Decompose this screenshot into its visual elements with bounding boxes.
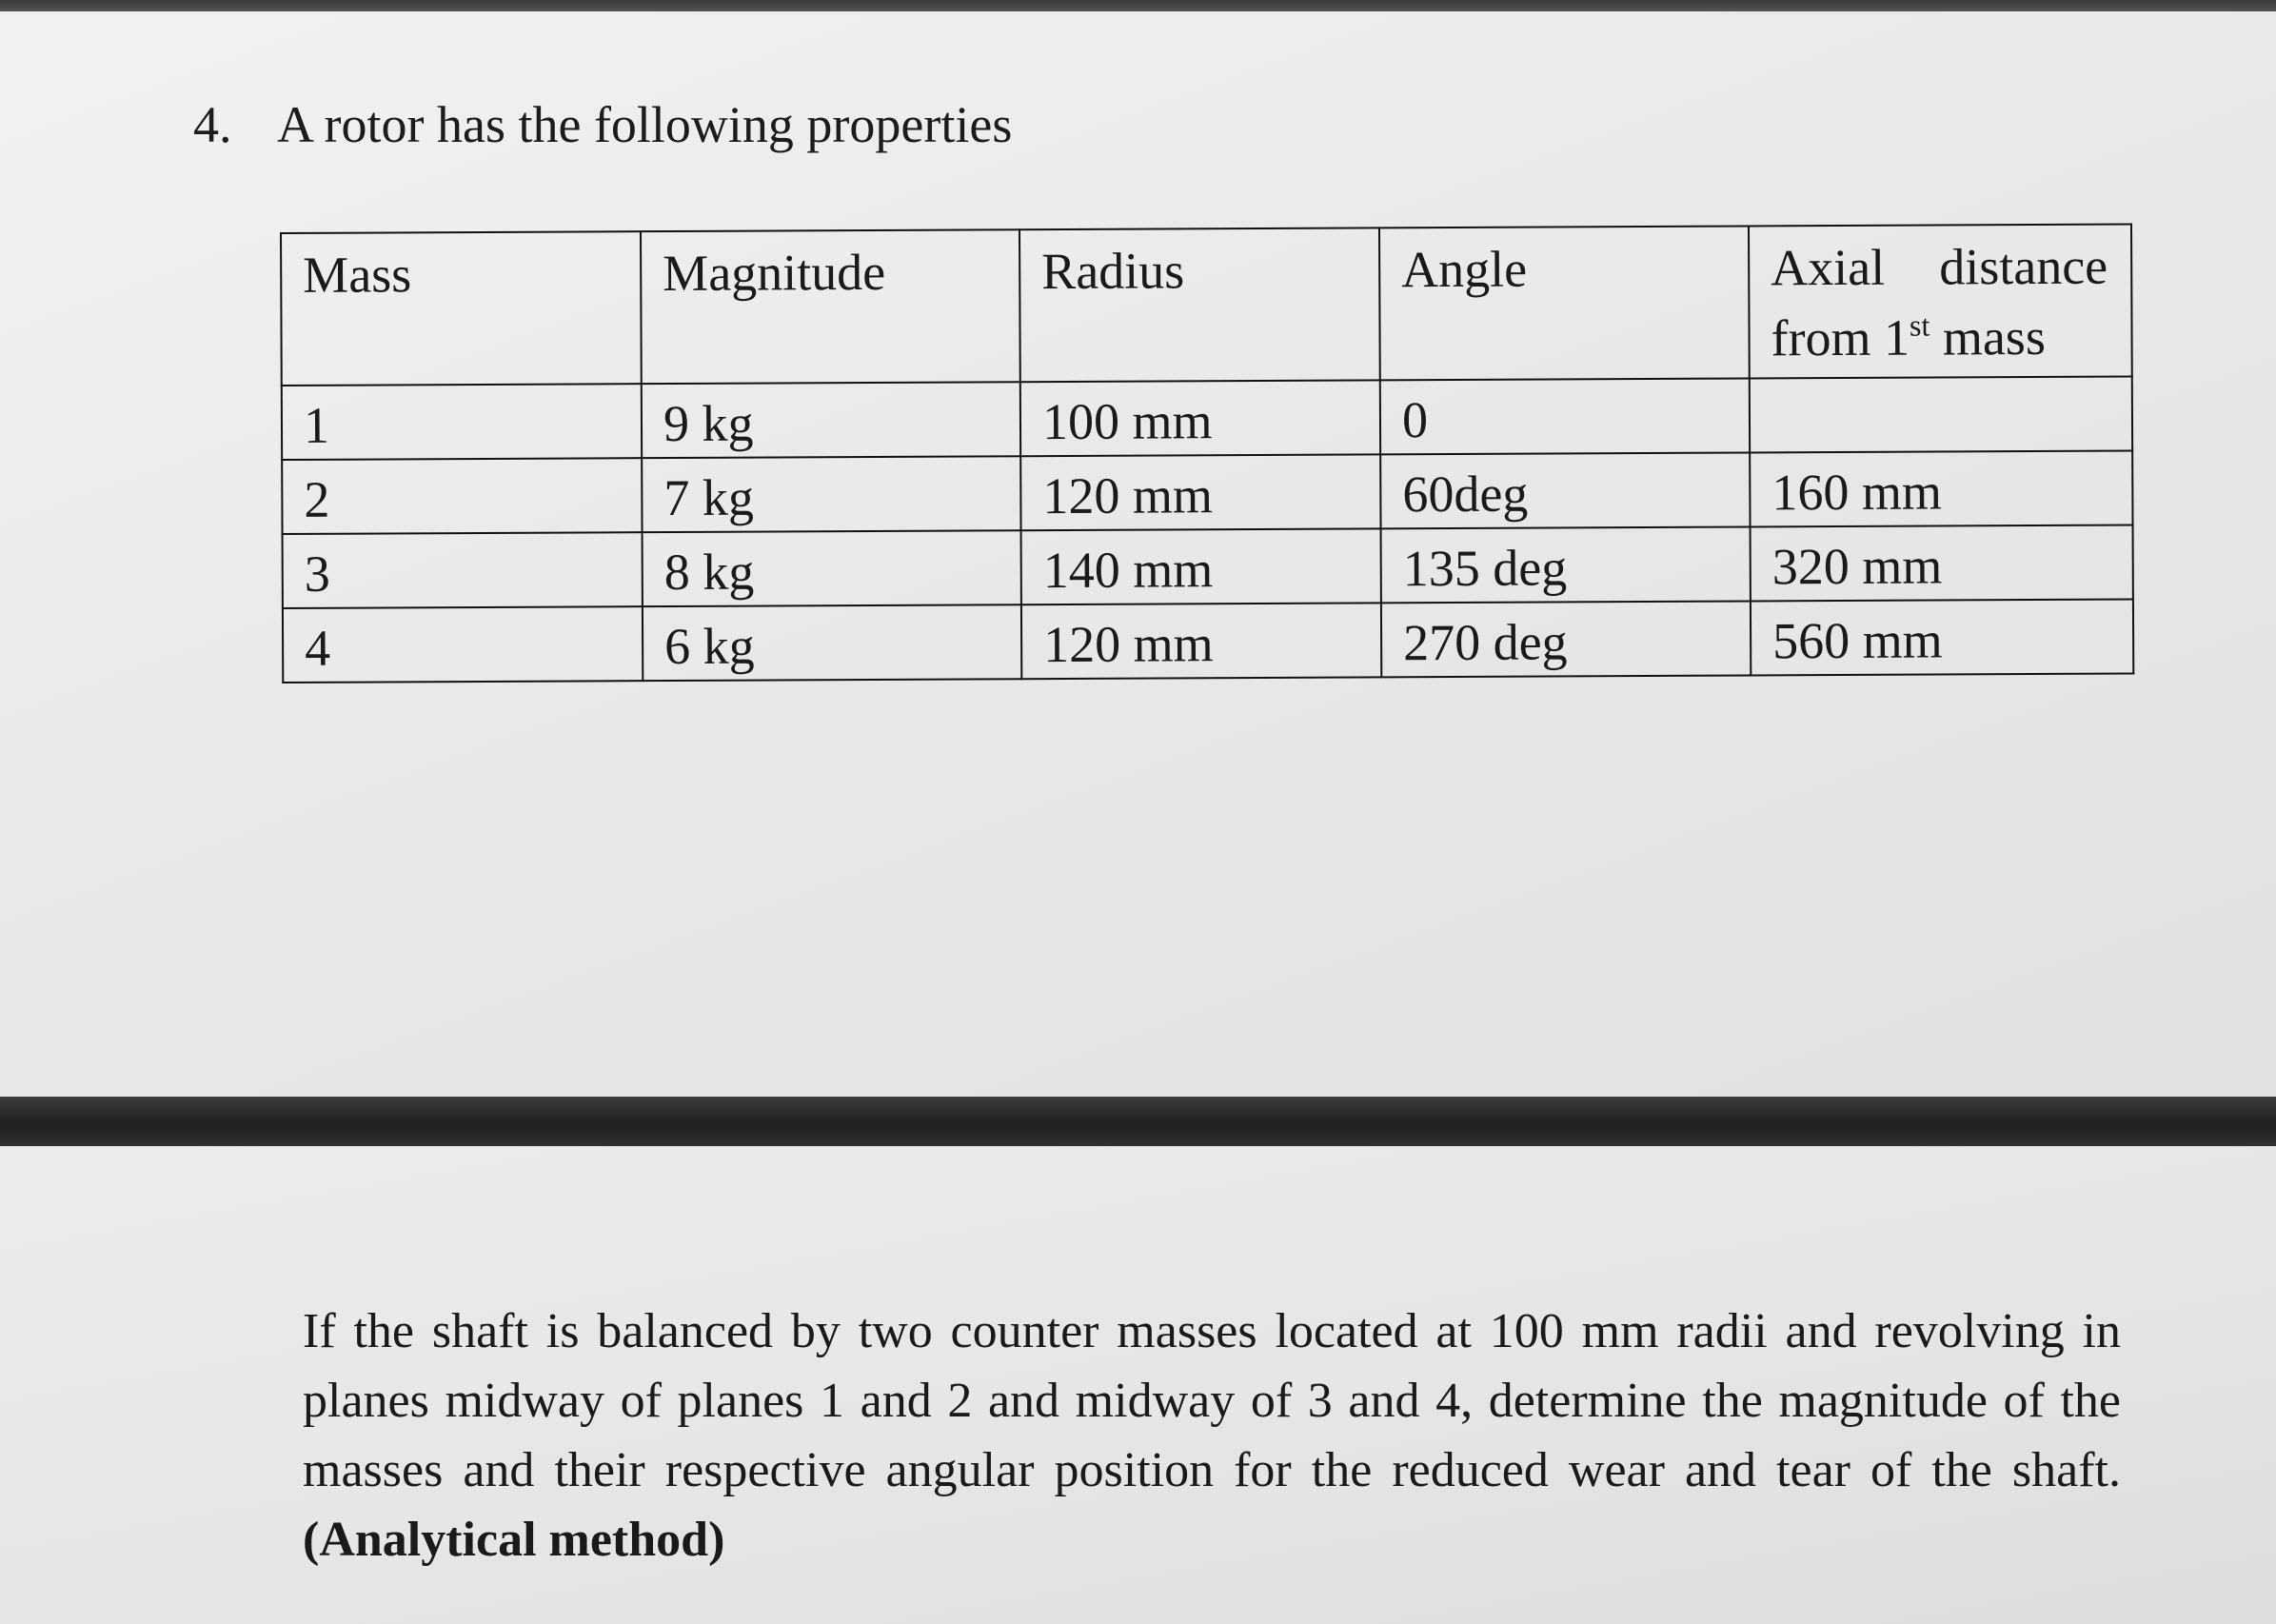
table-row xyxy=(283,599,2133,682)
cell-axial-distance: 160 mm xyxy=(1750,450,2132,526)
header-mass-word: mass xyxy=(1942,307,2047,366)
header-cell-radius: Radius xyxy=(1019,228,1380,382)
header-superscript-st: st xyxy=(1909,307,1930,343)
question-number: 4. xyxy=(193,96,232,153)
cell-radius: 100 mm xyxy=(1020,380,1380,456)
cell-mass: 4 xyxy=(283,606,643,683)
header-cell-mass: Mass xyxy=(281,231,642,386)
cell-mass: 2 xyxy=(282,458,642,534)
cell-axial-distance: 560 mm xyxy=(1751,599,2133,675)
cell-angle: 60deg xyxy=(1380,452,1750,528)
cell-radius: 140 mm xyxy=(1021,528,1381,604)
cell-mass: 3 xyxy=(283,532,643,608)
cell-angle: 270 deg xyxy=(1381,601,1751,677)
header-cell-axial-distance xyxy=(1749,224,2132,378)
cell-magnitude: 7 kg xyxy=(642,456,1020,532)
header-from-first: from 1 xyxy=(1771,308,1910,367)
table-header-row xyxy=(281,224,2132,385)
cell-radius: 120 mm xyxy=(1021,603,1381,679)
table-row xyxy=(282,450,2132,533)
problem-text: If the shaft is balanced by two counter masses located at 100 mm radii and revolving in planes midway of planes 1 and 2 and midway of 3 and 4, determine the magnitude of the masses and their respective angular position for the reduced wear and tear of the shaft. xyxy=(303,1304,2121,1497)
header-cell-angle: Angle xyxy=(1379,226,1750,380)
header-cell-magnitude: Magnitude xyxy=(641,229,1020,384)
problem-method: (Analytical method) xyxy=(303,1513,725,1567)
page-divider-band xyxy=(0,1097,2276,1146)
cell-magnitude: 8 kg xyxy=(643,530,1021,606)
question-heading xyxy=(193,95,1012,154)
cell-angle: 0 xyxy=(1380,378,1750,454)
cell-magnitude: 6 kg xyxy=(643,604,1021,681)
rotor-properties-table xyxy=(280,223,2134,683)
table-row xyxy=(282,376,2132,459)
cell-axial-distance xyxy=(1750,376,2132,452)
cell-magnitude: 9 kg xyxy=(642,382,1020,458)
cell-mass: 1 xyxy=(282,384,642,460)
cell-radius: 120 mm xyxy=(1020,454,1380,530)
header-axial-word: Axial xyxy=(1771,238,1886,297)
problem-statement xyxy=(303,1297,2121,1574)
table-row xyxy=(283,525,2133,607)
cell-angle: 135 deg xyxy=(1381,526,1751,603)
cell-axial-distance: 320 mm xyxy=(1751,525,2133,601)
header-distance-word: distance xyxy=(1939,237,2108,296)
question-text: A rotor has the following properties xyxy=(277,96,1013,153)
